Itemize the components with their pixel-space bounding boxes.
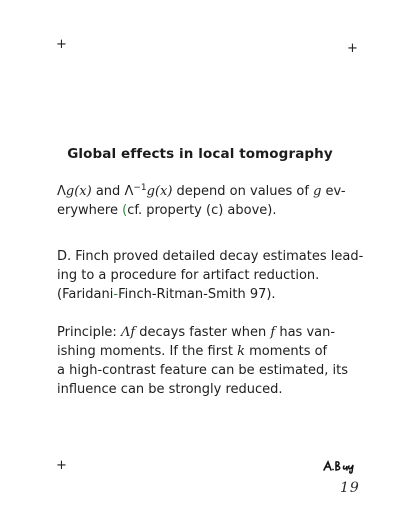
handwritten-signature xyxy=(322,458,362,474)
paragraph-lambda-dependence xyxy=(57,182,369,220)
text-moments-of: moments of xyxy=(244,344,328,359)
text-decays: decays faster when xyxy=(135,325,271,340)
finch-line-2: ing to a procedure for artifact reduction. xyxy=(57,268,320,283)
text-and: and xyxy=(91,184,125,199)
text-everywhere: erywhere xyxy=(57,203,123,218)
text-ev: ev- xyxy=(321,184,346,199)
text-ishing: ishing moments. If the first xyxy=(57,344,238,359)
lambda-operator: Λ xyxy=(57,184,66,199)
green-paren: ( xyxy=(122,203,128,218)
lambda-inverse-operator: Λ xyxy=(124,184,134,199)
math-gx-second: g(x) xyxy=(146,184,173,199)
text-cf-property: cf. property (c) above). xyxy=(127,203,277,218)
text-depend: depend on values of xyxy=(172,184,314,199)
page-number: 19 xyxy=(340,480,360,496)
citation-green-dash: - xyxy=(113,287,119,302)
registration-mark-bottom-left: + xyxy=(56,458,67,473)
citation-start: (Faridani xyxy=(57,287,114,302)
math-f: f xyxy=(270,325,276,340)
math-k: k xyxy=(237,344,245,359)
registration-mark-top-right: + xyxy=(347,41,358,56)
math-g: g xyxy=(313,184,322,199)
text-principle: Principle: xyxy=(57,325,121,340)
paragraph-finch xyxy=(57,247,369,304)
math-gx-first: g(x) xyxy=(65,184,92,199)
math-lambda-f: Λf xyxy=(120,325,136,340)
paragraph-principle xyxy=(57,323,369,399)
principle-line-4: influence can be strongly reduced. xyxy=(57,382,283,397)
citation-rest: Finch-Ritman-Smith 97). xyxy=(118,287,276,302)
registration-mark-top-left: + xyxy=(56,37,67,52)
text-has-van: has van- xyxy=(275,325,336,340)
principle-line-3: a high-contrast feature can be estimated, its xyxy=(57,363,349,378)
inverse-superscript: −1 xyxy=(133,183,147,193)
finch-line-1: D. Finch proved detailed decay estimates lead- xyxy=(57,249,364,264)
slide-title: Global effects in local tomography xyxy=(67,146,333,162)
